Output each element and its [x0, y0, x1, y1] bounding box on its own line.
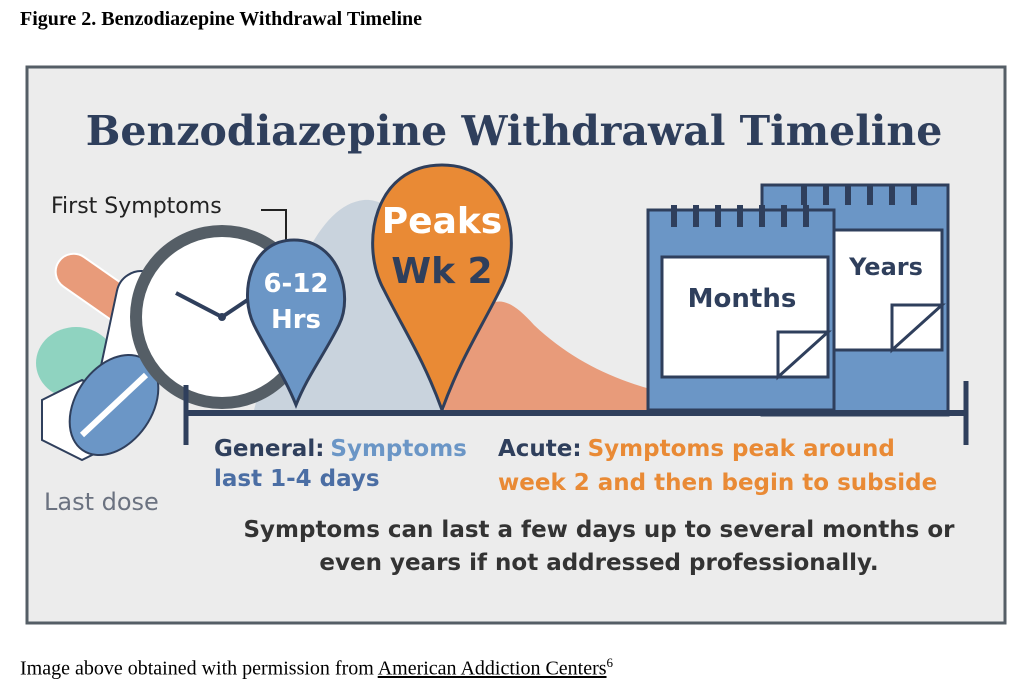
peak-pin-line2: Wk 2 — [391, 251, 493, 292]
first-symptoms-label: First Symptoms — [51, 194, 222, 219]
calendar-months-label: Months — [687, 284, 797, 314]
last-dose-label: Last dose — [44, 488, 159, 516]
american-addiction-centers-link[interactable]: American Addiction Centers — [377, 657, 607, 680]
peak-pin-line1: Peaks — [381, 201, 503, 242]
withdrawal-timeline-infographic — [14, 45, 1010, 640]
image-credit-prefix: Image above obtained with permission from — [20, 657, 378, 680]
infographic-title: Benzodiazepine Withdrawal Timeline — [85, 107, 943, 155]
figure-caption: Figure 2. Benzodiazepine Withdrawal Timeline — [20, 8, 423, 30]
acute-text-line2: week 2 and then begin to subside — [498, 470, 938, 496]
citation-superscript: 6 — [606, 655, 614, 670]
onset-pin-line2: Hrs — [270, 305, 322, 335]
infographic-canvas — [14, 45, 1010, 640]
summary-line2: even years if not addressed professionally. — [319, 550, 879, 576]
general-text-line2: last 1-4 days — [214, 466, 380, 492]
image-credit — [20, 655, 613, 681]
acute-text-line1: Acute: Symptoms peak around — [498, 436, 895, 462]
calendar-months-icon — [648, 205, 834, 410]
general-text-line1: General: Symptoms — [214, 436, 467, 462]
calendar-years-label: Years — [849, 253, 923, 281]
onset-pin-line1: 6-12 — [263, 269, 329, 299]
summary-line1: Symptoms can last a few days up to several months or — [243, 517, 955, 543]
